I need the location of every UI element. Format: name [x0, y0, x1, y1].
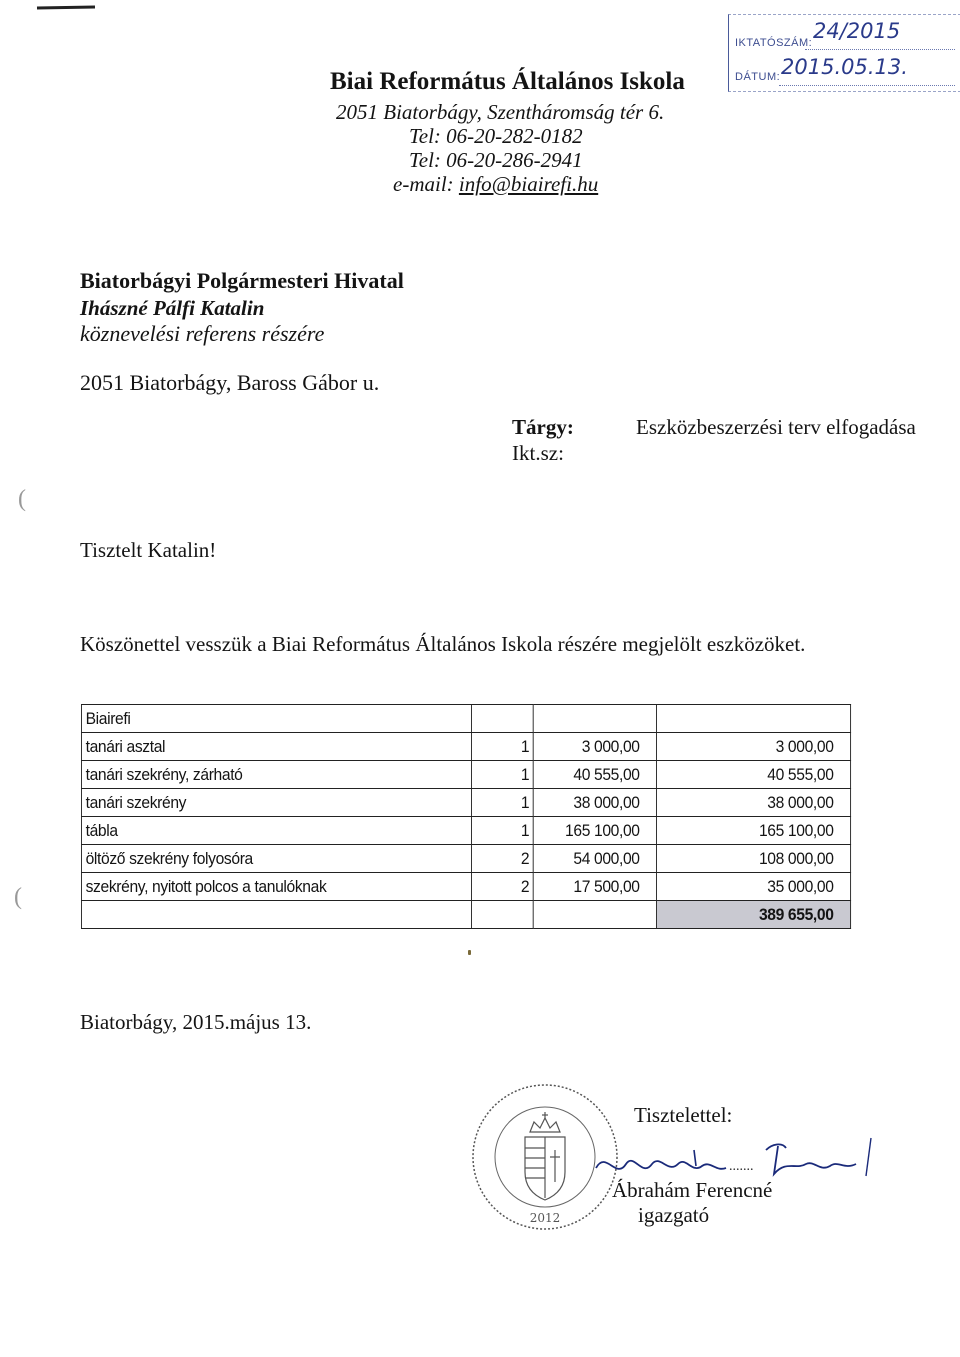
- table-row: [81, 873, 850, 901]
- item-name: szekrény, nyitott polcos a tanulóknak: [81, 873, 471, 901]
- item-unit-price: 54 000,00: [533, 845, 656, 873]
- item-total: 35 000,00: [657, 873, 851, 901]
- item-qty: 1: [471, 761, 533, 789]
- grand-total: 389 655,00: [657, 901, 851, 929]
- item-unit-price: 17 500,00: [533, 873, 656, 901]
- recipient-address: 2051 Biatorbágy, Baross Gábor u.: [80, 370, 380, 395]
- scan-speck: [468, 950, 471, 955]
- item-total: 165 100,00: [657, 817, 851, 845]
- item-unit-price: 3 000,00: [533, 733, 656, 761]
- item-name: tanári asztal: [81, 733, 471, 761]
- email-link[interactable]: info@biairefi.hu: [458, 172, 599, 196]
- item-unit-price: 40 555,00: [533, 761, 656, 789]
- scan-mark: [37, 5, 95, 9]
- item-qty: 2: [471, 845, 533, 873]
- recipient-person: Ihászné Pálfi Katalin: [80, 296, 265, 320]
- item-total: 38 000,00: [657, 789, 851, 817]
- table-total-row: [81, 901, 850, 929]
- reg-date-label: DÁTUM:: [735, 71, 781, 83]
- item-name: tanári szekrény: [81, 789, 471, 817]
- item-qty: 1: [471, 817, 533, 845]
- email-prefix: e-mail:: [393, 172, 459, 196]
- table-row: [81, 845, 850, 873]
- table-row: [81, 817, 850, 845]
- school-address: 2051 Biatorbágy, Szentháromság tér 6.: [336, 100, 665, 124]
- signatory-title: igazgató: [638, 1203, 710, 1227]
- school-phone-1: Tel: 06-20-282-0182: [409, 124, 583, 148]
- table-header-row: [81, 705, 850, 733]
- scan-artifact: (: [18, 486, 26, 512]
- item-total: 108 000,00: [657, 845, 851, 873]
- item-qty: 1: [471, 789, 533, 817]
- registration-stamp: [728, 14, 960, 92]
- item-total: 40 555,00: [657, 761, 851, 789]
- table-row: [81, 761, 850, 789]
- svg-text:.......: .......: [729, 1159, 754, 1174]
- equipment-table: [81, 704, 851, 929]
- item-name: tábla: [81, 817, 471, 845]
- item-name: öltöző szekrény folyosóra: [81, 845, 471, 873]
- table-header-cell: Biairefi: [81, 705, 471, 733]
- reg-number-value: 24/2015: [813, 19, 901, 43]
- school-phone-2: Tel: 06-20-286-2941: [409, 148, 583, 172]
- school-name: Biai Református Általános Iskola: [330, 68, 685, 95]
- item-unit-price: 38 000,00: [533, 789, 656, 817]
- school-email-line: [393, 172, 598, 197]
- item-unit-price: 165 100,00: [533, 817, 656, 845]
- scan-artifact: (: [14, 884, 22, 910]
- item-qty: 1: [471, 733, 533, 761]
- table-row: [81, 733, 850, 761]
- recipient-role: köznevelési referens részére: [80, 321, 325, 346]
- coat-of-arms-icon: [525, 1112, 565, 1200]
- subject-label: Tárgy:: [512, 415, 574, 439]
- closing-greeting: Tisztelettel:: [634, 1103, 733, 1127]
- subject-value: Eszközbeszerzési terv elfogadása: [636, 415, 916, 439]
- seal-year: 2012: [529, 1211, 561, 1225]
- item-qty: 2: [471, 873, 533, 901]
- recipient-office: Biatorbágyi Polgármesteri Hivatal: [80, 268, 404, 293]
- reg-number-label: IKTATÓSZÁM:: [735, 37, 813, 49]
- body-paragraph: Köszönettel vesszük a Biai Református Általános Iskola részére megjelölt eszközöket.: [80, 632, 806, 656]
- place-date: Biatorbágy, 2015.május 13.: [80, 1010, 312, 1034]
- reg-date-value: 2015.05.13.: [781, 55, 908, 79]
- item-name: tanári szekrény, zárható: [81, 761, 471, 789]
- item-total: 3 000,00: [657, 733, 851, 761]
- signatory-name: Ábrahám Ferencné: [612, 1178, 773, 1202]
- reference-label: Ikt.sz:: [512, 441, 564, 465]
- table-row: [81, 789, 850, 817]
- salutation: Tisztelt Katalin!: [80, 538, 217, 562]
